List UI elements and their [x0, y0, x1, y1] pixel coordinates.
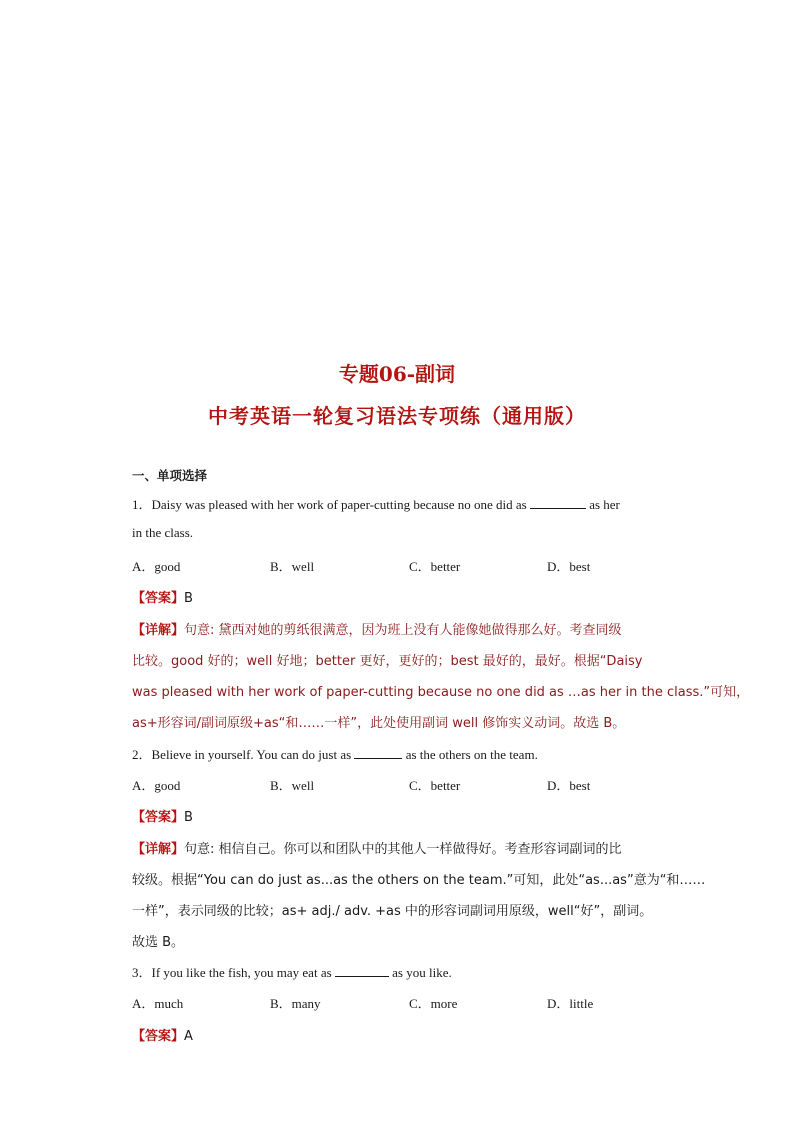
- question-3-line-1: [132, 962, 452, 981]
- detail-line: 较级。根据“You can do just as...as the others on the team.”可知，此处“as...as”意为“和……: [132, 873, 706, 888]
- detail-line: 比较。good 好的；well 好地；better 更好，更好的；best 最好的，最好。根据“Daisy: [132, 654, 643, 669]
- detail-label: 【详解】: [132, 623, 185, 638]
- question-2-text-end: as the others on the team.: [405, 747, 538, 762]
- question-3-text: 3．If you like the fish, you may eat as: [132, 965, 332, 980]
- answer-blank: [354, 746, 402, 759]
- answer-row: [132, 806, 193, 825]
- answer-value: A: [184, 1029, 193, 1044]
- option-d: D．best: [547, 778, 591, 793]
- detail-text: 句意: 黛西对她的剪纸很满意，因为班上没有人能像她做得那么好。考查同级: [184, 623, 622, 638]
- option-d: D．best: [547, 559, 591, 574]
- option-c: C．more: [409, 996, 458, 1011]
- question-1-line-2: in the class.: [132, 525, 194, 540]
- detail-label: 【详解】: [132, 842, 185, 857]
- detail-text: 句意: 相信自己。你可以和团队中的其他人一样做得好。考查形容词副词的比: [184, 842, 622, 857]
- detail-line: 故选 B。: [132, 935, 185, 950]
- question-1-text: 1．Daisy was pleased with her work of paper-cutting because no one did as: [132, 497, 527, 512]
- answer-label: 【答案】: [132, 810, 185, 825]
- question-1-line-1: [132, 494, 620, 513]
- option-a: A．much: [132, 996, 184, 1011]
- document-subtitle: 中考英语一轮复习语法专项练（通用版）: [208, 404, 586, 428]
- detail-line: [132, 838, 622, 857]
- question-2-line-1: [132, 744, 538, 763]
- option-b: B．well: [270, 559, 315, 574]
- option-c: C．better: [409, 559, 461, 574]
- detail-line: 一样”，表示同级的比较；as+ adj./ adv. +as 中的形容词副词用原级，well“好”，副词。: [132, 904, 653, 919]
- detail-line: [132, 619, 622, 638]
- question-3-text-end: as you like.: [392, 965, 452, 980]
- option-b: B．many: [270, 996, 321, 1011]
- question-1-text-end: as her: [589, 497, 620, 512]
- answer-blank: [530, 496, 586, 509]
- document-title: 专题06-副词: [338, 362, 456, 386]
- answer-label: 【答案】: [132, 1029, 185, 1044]
- answer-row: [132, 587, 193, 606]
- answer-row: [132, 1025, 193, 1044]
- answer-label: 【答案】: [132, 591, 185, 606]
- option-a: A．good: [132, 559, 181, 574]
- answer-blank: [335, 964, 389, 977]
- detail-line: as+形容词/副词原级+as“和……一样”，此处使用副词 well 修饰实义动词。故选 B。: [132, 716, 626, 731]
- detail-line: was pleased with her work of paper-cutting because no one did as …as her in the class.”可知，: [132, 685, 750, 700]
- option-c: C．better: [409, 778, 461, 793]
- option-b: B．well: [270, 778, 315, 793]
- answer-value: B: [184, 810, 193, 825]
- option-d: D．little: [547, 996, 594, 1011]
- option-a: A．good: [132, 778, 181, 793]
- question-2-text: 2．Believe in yourself. You can do just as: [132, 747, 352, 762]
- answer-value: B: [184, 591, 193, 606]
- section-heading: 一、单项选择: [132, 468, 208, 483]
